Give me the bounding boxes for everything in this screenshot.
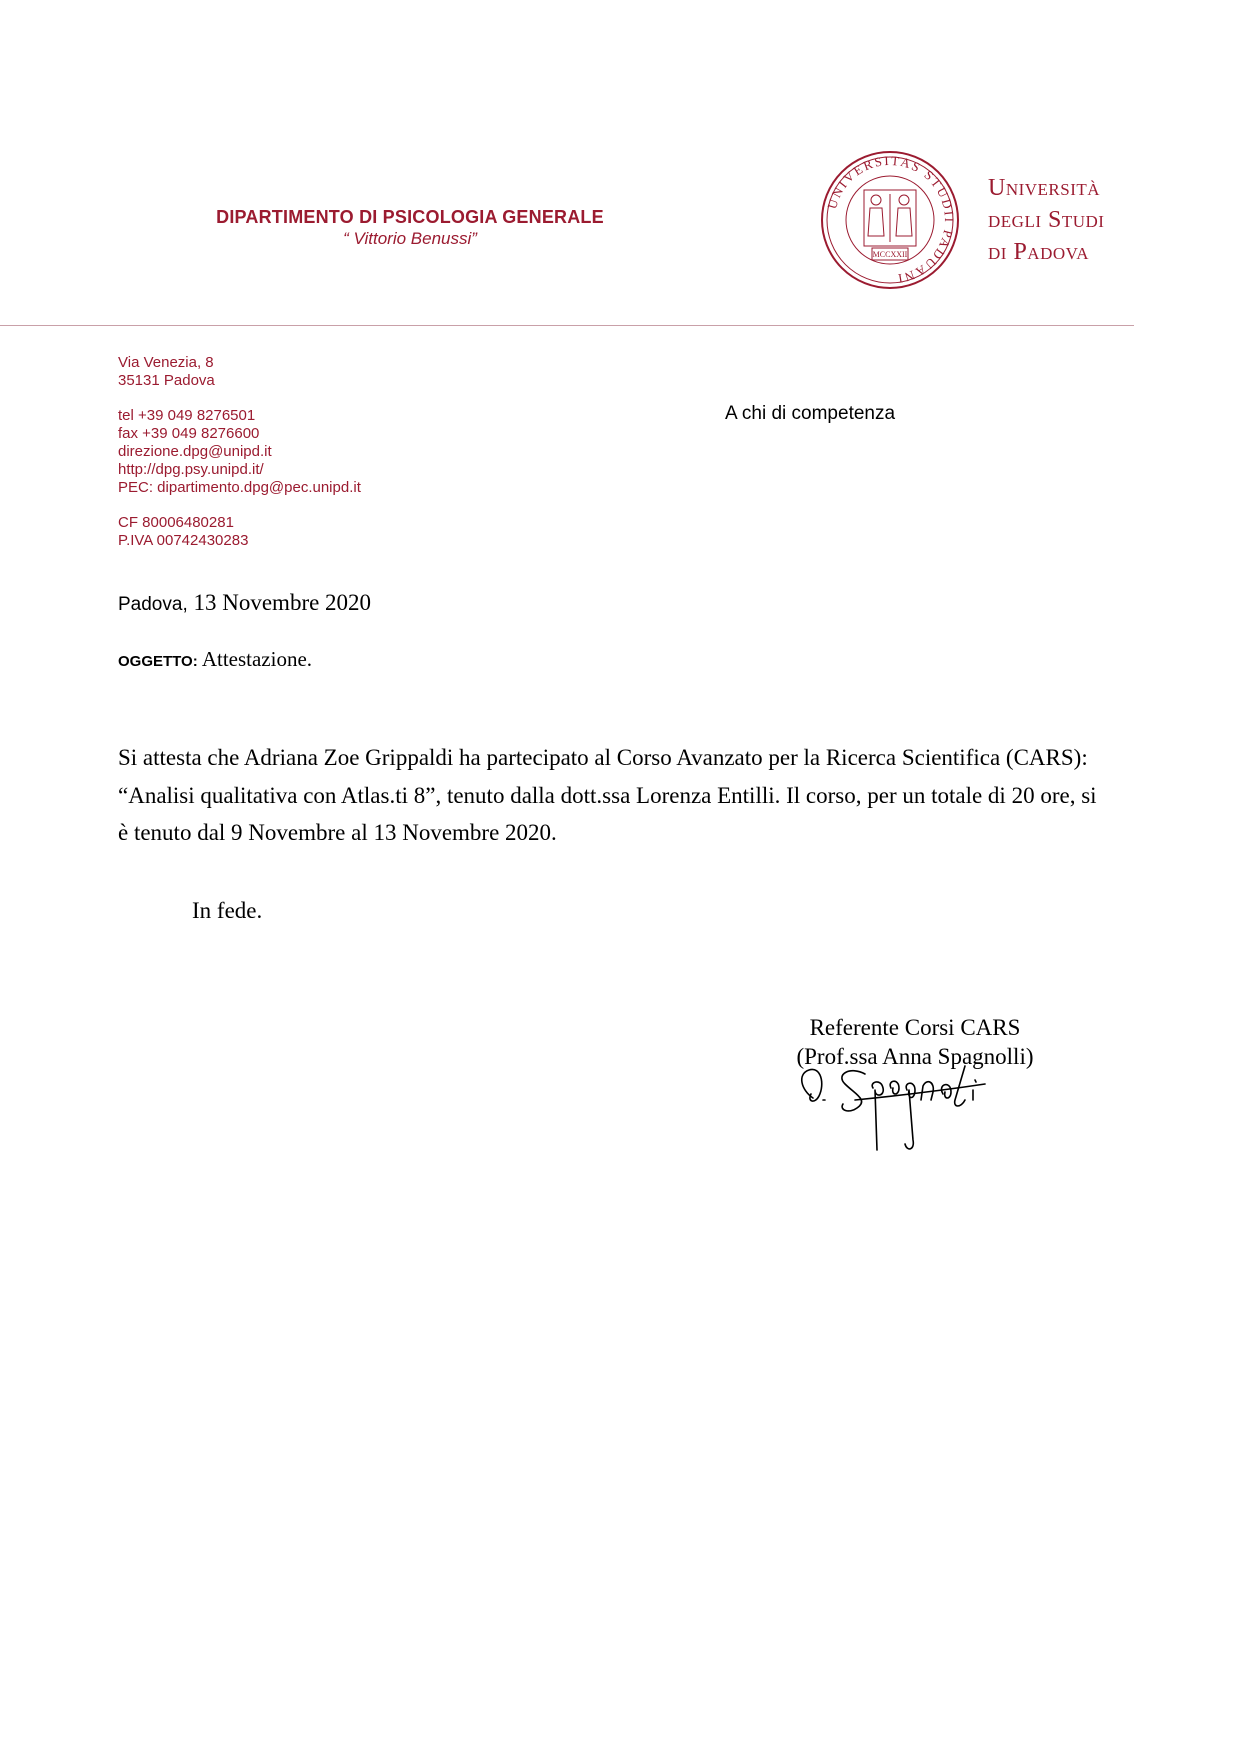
body-paragraph: Si attesta che Adriana Zoe Grippaldi ha partecipato al Corso Avanzato per la Ricerca Scientifica (CARS): “Analisi qualitativa con Atlas.ti 8”, tenuto dalla dott.ssa Lorenza Entilli. Il corso, per un totale di 20 ore, si è tenuto dal 9 Novembre al 13 Novembre 2020. — [118, 745, 1097, 845]
fiscal-piva: P.IVA 00742430283 — [118, 532, 249, 549]
signatory-name: (Prof.ssa Anna Spagnolli) — [796, 1044, 1034, 1069]
university-seal-logo — [820, 150, 960, 290]
closing: In fede. — [192, 898, 263, 923]
handwritten-signature — [795, 1060, 1015, 1170]
university-line-1: Università — [988, 175, 1101, 201]
university-wordmark — [988, 172, 1104, 268]
contact-block — [118, 407, 361, 497]
department-heading — [150, 207, 670, 249]
recipient: A chi di competenza — [725, 403, 896, 424]
contact-pec: PEC: dipartimento.dpg@pec.unipd.it — [118, 479, 361, 496]
contact-tel: tel +39 049 8276501 — [118, 407, 256, 424]
letter-date — [118, 590, 371, 616]
date-place: Padova, — [118, 594, 188, 615]
letter-body — [118, 739, 1108, 852]
subject-label: OGGETTO: — [118, 653, 198, 670]
svg-text:MCCXXII: MCCXXII — [872, 250, 908, 259]
university-line-3: di Padova — [988, 239, 1089, 265]
contact-website-link[interactable]: http://dpg.psy.unipd.it/ — [118, 461, 264, 478]
contact-email-link[interactable]: direzione.dpg@unipd.it — [118, 443, 272, 460]
header-divider — [0, 325, 1134, 326]
fiscal-cf: CF 80006480281 — [118, 514, 234, 531]
subject-text: Attestazione. — [197, 647, 313, 671]
department-name: DIPARTIMENTO DI PSICOLOGIA GENERALE — [216, 207, 604, 227]
fiscal-block — [118, 514, 248, 550]
address-city: 35131 Padova — [118, 372, 215, 389]
address-street: Via Venezia, 8 — [118, 354, 214, 371]
date-value: 13 Novembre 2020 — [187, 590, 372, 615]
subject-line — [118, 647, 312, 672]
signatory-role: Referente Corsi CARS — [809, 1015, 1021, 1040]
contact-fax: fax +39 049 8276600 — [118, 425, 260, 442]
address-block — [118, 354, 215, 390]
university-line-2: degli Studi — [988, 207, 1105, 233]
department-subtitle: “ Vittorio Benussi” — [343, 229, 477, 248]
svg-text:UNIVERSITAS STUDII PADUANI: UNIVERSITAS STUDII PADUANI — [824, 152, 958, 287]
